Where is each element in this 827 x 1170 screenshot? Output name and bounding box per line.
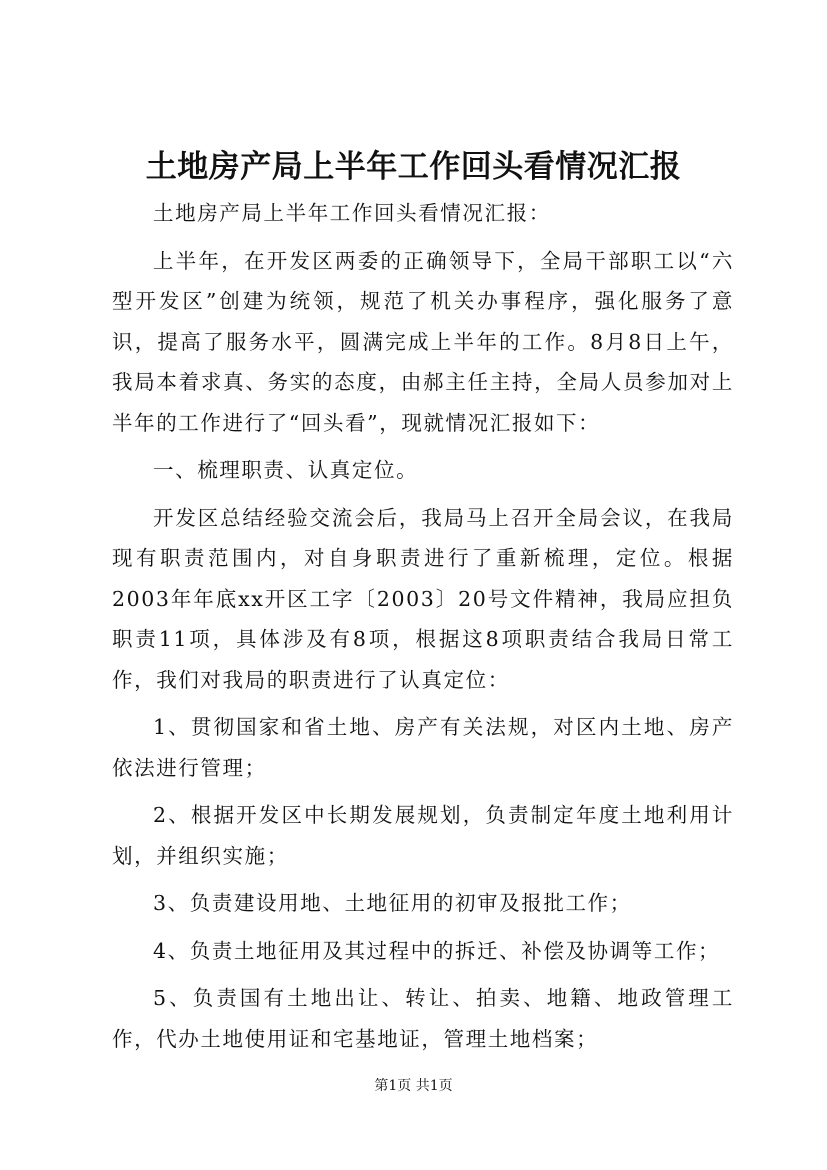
document-title: 土地房产局上半年工作回头看情况汇报 xyxy=(145,149,682,185)
list-item-1: 1、贯彻国家和省土地、房产有关法规，对区内土地、房产依法进行管理； xyxy=(112,715,734,780)
list-item-5: 5、负责国有土地出让、转让、拍卖、地籍、地政管理工作，代办土地使用证和宅基地证，管理土地档案； xyxy=(112,986,734,1051)
paragraph-salutation: 土地房产局上半年工作回头看情况汇报： xyxy=(153,201,551,225)
list-item-3: 3、负责建设用地、土地征用的初审及报批工作； xyxy=(153,891,632,915)
page-footer: 第1页 共1页 xyxy=(374,1078,453,1094)
document-body xyxy=(112,193,734,1066)
paragraph-intro: 上半年，在开发区两委的正确领导下，全局干部职工以“六型开发区”创建为统领，规范了机关办事程序，强化服务了意识，提高了服务水平，圆满完成上半年的工作。8月8日上午，我局本着求真、务实的态度，由郝主任主持，全局人员参加对上半年的工作进行了“回头看”，现就情况汇报如下： xyxy=(112,248,734,435)
list-item-4: 4、负责土地征用及其过程中的拆迁、补偿及协调等工作； xyxy=(153,938,721,963)
list-item-2: 2、根据开发区中长期发展规划，负责制定年度土地利用计划，并组织实施； xyxy=(112,803,734,868)
section-heading-1: 一、梳理职责、认真定位。 xyxy=(153,458,419,482)
paragraph-section-1: 开发区总结经验交流会后，我局马上召开全局会议，在我局现有职责范围内，对自身职责进行了重新梳理，定位。根据2003年年底xx开区工字〔2003〕20号文件精神，我局应担负职责11项，具体涉及有8项，根据这8项职责结合我局日常工作，我们对我局的职责进行了认真定位： xyxy=(112,505,734,692)
